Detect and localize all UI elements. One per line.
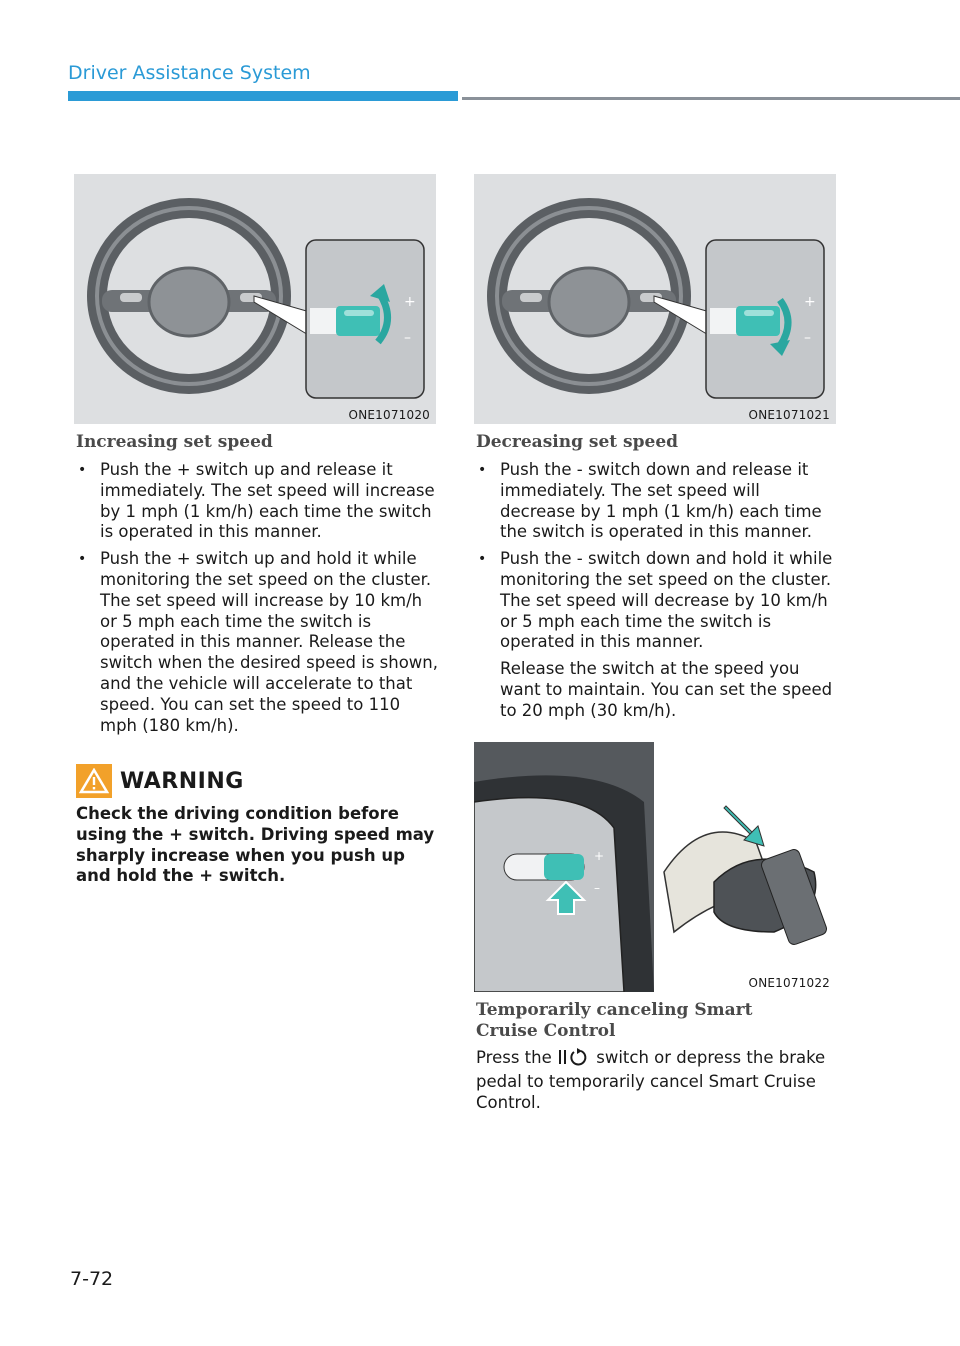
pause-resume-icon [557, 1048, 591, 1072]
section-title: Driver Assistance System [68, 62, 311, 84]
list-item: • Push the + switch up and hold it while monitoring the set speed on the cluster. The set speed will increase by 10 km/h or 5 mph each time the switch is operated in this manner. Release the switch when the desired speed is shown, and the vehicle will accelerate to that speed. You can set the speed to 110 mph (180 km/h). [78, 549, 439, 735]
page-number: 7-72 [70, 1268, 114, 1290]
figure-increase-speed [74, 174, 436, 424]
heading-decrease-speed: Decreasing set speed [476, 432, 679, 452]
warning-header [76, 764, 244, 798]
svg-text:+: + [804, 294, 816, 310]
warning-label: WARNING [120, 768, 244, 794]
svg-text:+: + [594, 849, 605, 863]
steering-wheel-illustration [74, 174, 436, 424]
heading-cancel-cruise: Temporarily canceling Smart Cruise Control [476, 1000, 753, 1041]
warning-text: Check the driving condition before using the + switch. Driving speed may sharply increase when you push up and hold the + switch. [76, 804, 435, 886]
increase-speed-list [76, 460, 438, 742]
figure-decrease-speed [474, 174, 836, 424]
decrease-speed-list [476, 460, 836, 728]
cancel-cruise-text: Press the switch or depress the brake pedal to temporarily cancel Smart Cruise Control. [476, 1048, 826, 1112]
warning-icon [76, 764, 112, 798]
list-item: • Push the - switch down and hold it while monitoring the set speed on the cluster. The set speed will decrease by 10 km/h or 5 mph each time the switch is operated in this manner. Release the switch at the speed you want to maintain. You can set the speed to 20 mph (30 km/h). [478, 549, 833, 720]
svg-text:–: – [404, 330, 411, 346]
svg-text:+: + [404, 294, 416, 310]
header-rule-accent [68, 91, 458, 101]
switch-and-pedal-illustration [474, 742, 836, 992]
steering-wheel-illustration [474, 174, 836, 424]
heading-increase-speed: Increasing set speed [76, 432, 273, 452]
svg-text:–: – [804, 330, 811, 346]
figure-id: ONE1071020 [348, 408, 430, 422]
figure-cancel-cruise [474, 742, 836, 992]
svg-text:–: – [594, 881, 600, 895]
list-item: • Push the + switch up and release it immediately. The set speed will increase by 1 mph (1 km/h) each time the switch is operated in this manner. [78, 460, 435, 542]
figure-id: ONE1071021 [748, 408, 830, 422]
header-rule [462, 97, 960, 100]
list-item: • Push the - switch down and release it immediately. The set speed will decrease by 1 mph (1 km/h) each time the switch is operated in this manner. [478, 460, 822, 542]
figure-id: ONE1071022 [748, 976, 830, 990]
